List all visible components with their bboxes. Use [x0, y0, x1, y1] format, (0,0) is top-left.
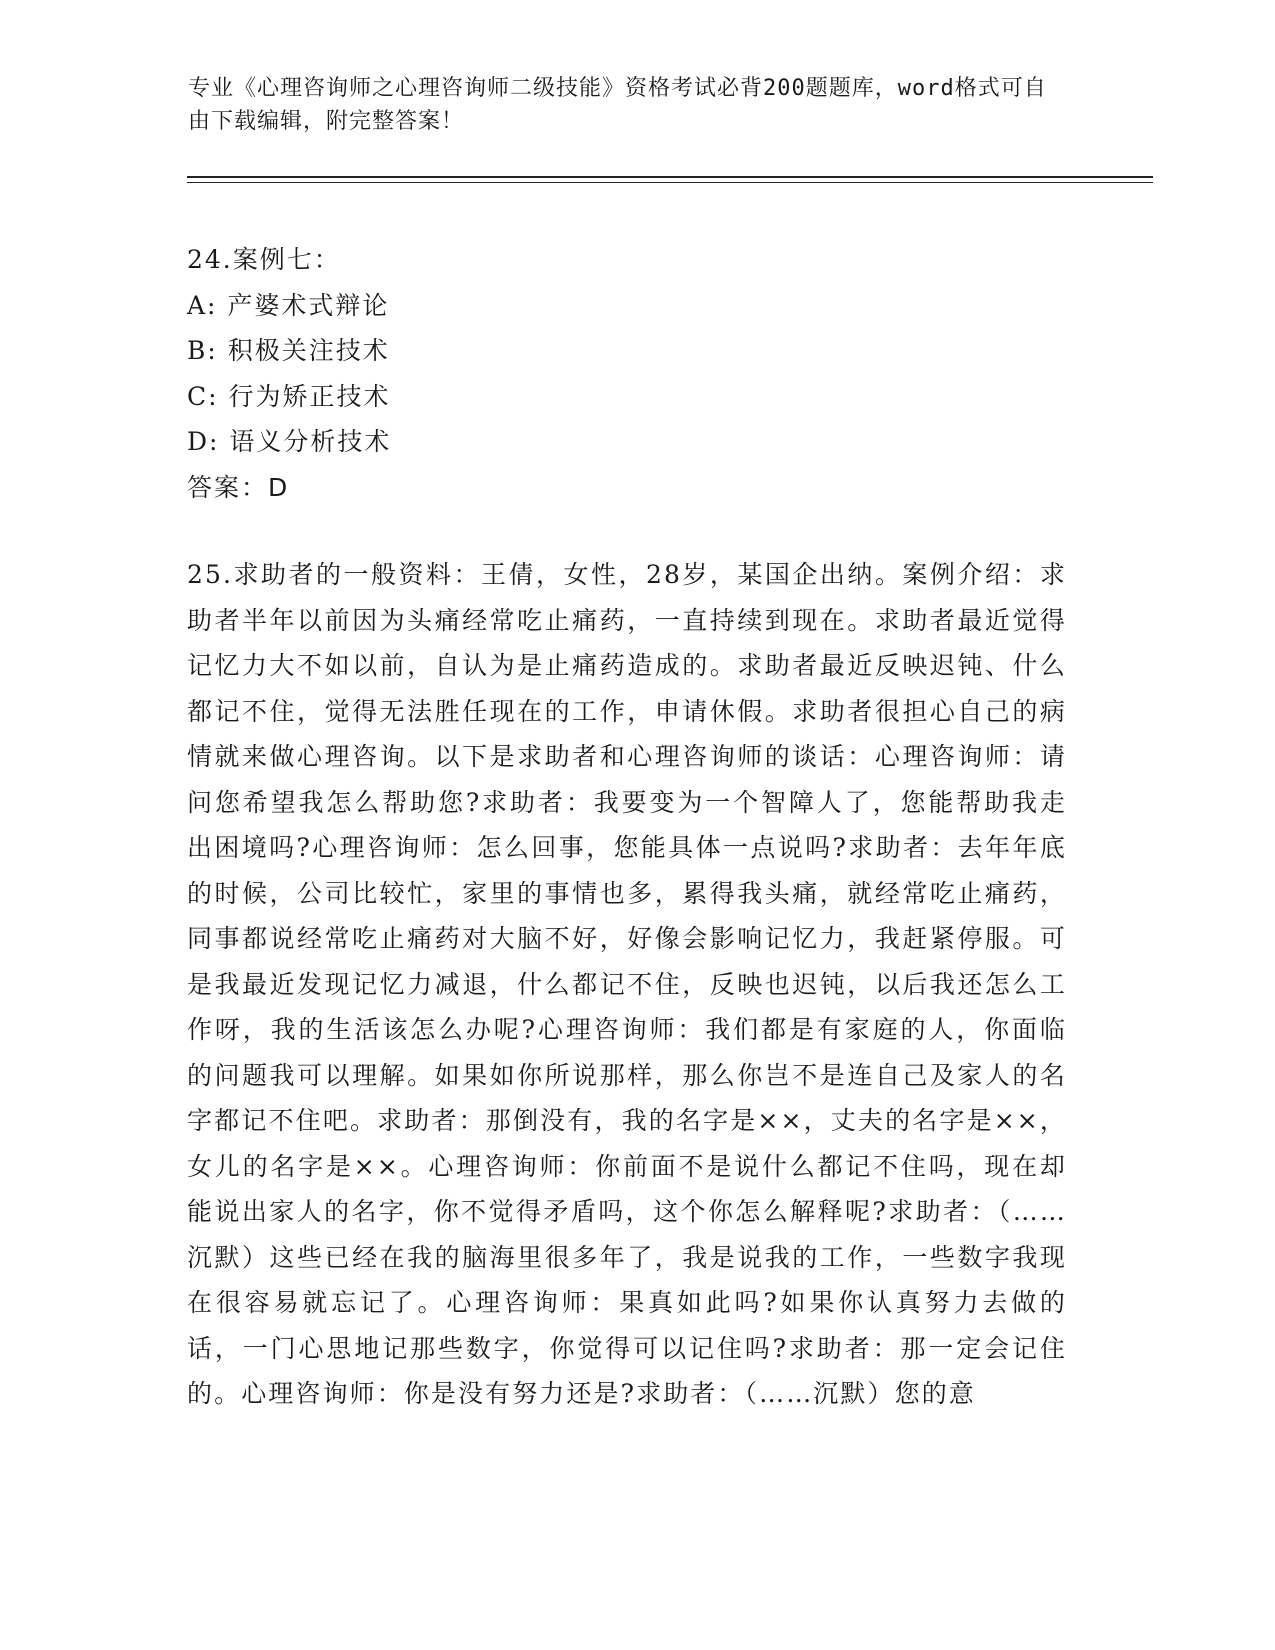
question-24-stem: 24.案例七：	[187, 245, 341, 274]
question-24-answer: 答案：D	[187, 472, 290, 502]
question-25: 25.求助者的一般资料：王倩，女性，28岁，某国企出纳。案例介绍：求助者半年以前因为头痛经常吃止痛药，一直持续到现在。求助者最近觉得记忆力大不如以前，自认为是止痛药造成的。求助者最近反映迟钝、什么都记不住，觉得无法胜任现在的工作，申请休假。求助者很担心自己的病情就来做心理咨询。以下是求助者和心理咨询师的谈话：心理咨询师：请问您希望我怎么帮助您?求助者：我要变为一个智障人了，您能帮助我走出困境吗?心理咨询师：怎么回事，您能具体一点说吗?求助者：去年年底的时候，公司比较忙，家里的事情也多，累得我头痛，就经常吃止痛药，同事都说经常吃止痛药对大脑不好，好像会影响记忆力，我赶紧停服。可是我最近发现记忆力减退，什么都记不住，反映也迟钝，以后我还怎么工作呀，我的生活该怎么办呢?心理咨询师：我们都是有家庭的人，你面临的问题我可以理解。如果如你所说那样，那么你岂不是连自己及家人的名字都记不住吧。求助者：那倒没有，我的名字是××，丈夫的名字是××，女儿的名字是××。心理咨询师：你前面不是说什么都记不住吗，现在却能说出家人的名字，你不觉得矛盾吗，这个你怎么解释呢?求助者：（……沉默）这些已经在我的脑海里很多年了，我是说我的工作，一些数字我现在很容易就忘记了。心理咨询师：果真如此吗?如果你认真努力去做的话，一门心思地记那些数字，你觉得可以记住吗?求助者：那一定会记住的。心理咨询师：你是没有努力还是?求助者：（……沉默）您的意	[187, 560, 1067, 1408]
document-header: 专业《心理咨询师之心理咨询师二级技能》资格考试必背200题题库，word格式可自由下载编辑，附完整答案！	[188, 76, 1047, 134]
option-c: C: 行为矫正技术	[187, 381, 391, 411]
option-d: D: 语义分析技术	[187, 427, 392, 456]
question-24	[187, 237, 1067, 510]
option-a: A: 产婆术式辩论	[187, 290, 390, 320]
header-rule-thick	[187, 176, 1153, 178]
header-rule-thin	[187, 182, 1153, 183]
option-b: B: 积极关注技术	[187, 336, 390, 365]
